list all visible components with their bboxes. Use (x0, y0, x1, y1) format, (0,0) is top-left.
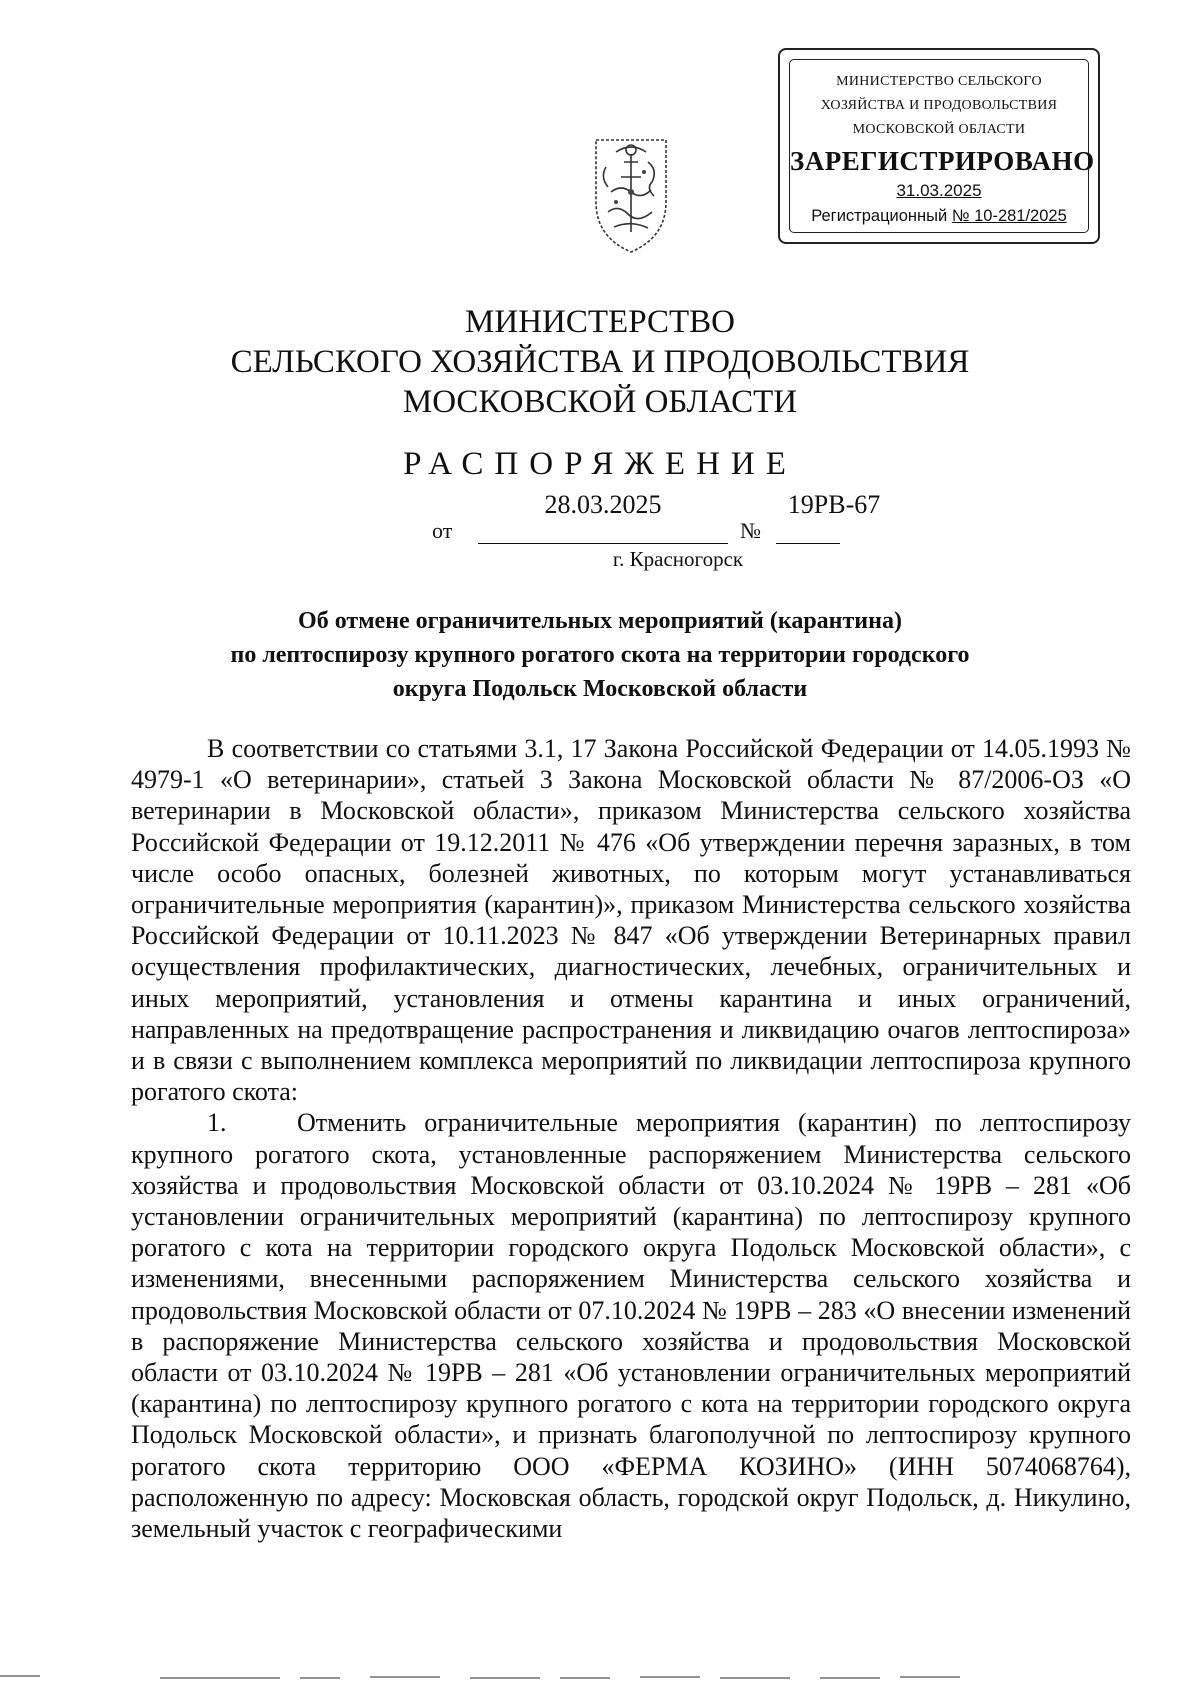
date-number-line (0, 490, 1200, 550)
stamp-org-line: МОСКОВСКОЙ ОБЛАСТИ (852, 122, 1026, 137)
item-number: 1. (207, 1108, 227, 1138)
document-body (131, 733, 1131, 1544)
document-subject (0, 604, 1200, 706)
number-underline (776, 543, 840, 544)
ministry-line: МОСКОВСКОЙ ОБЛАСТИ (402, 384, 798, 420)
from-label: от (432, 518, 453, 543)
scan-edge-artifact (0, 1668, 1200, 1682)
list-item (131, 1107, 1131, 1544)
stamp-inner-frame (789, 59, 1095, 233)
ministry-line: МИНИСТЕРСТВО (465, 304, 735, 340)
subject-line: Об отмене ограничительных мероприятий (карантина) (298, 608, 902, 634)
date-underline (478, 543, 728, 544)
number-label: № (740, 518, 761, 543)
document-number: 19РВ-67 (787, 490, 881, 519)
stamp-organization (790, 70, 1088, 142)
document-type: РАСПОРЯЖЕНИЕ (403, 446, 797, 482)
registration-stamp (778, 48, 1100, 244)
preamble-paragraph: В соответствии со статьями 3.1, 17 Закона Российской Федерации от 14.05.1993 № 4979-1 «О ветеринарии», статьей 3 Закона Московской области № 87/2006-ОЗ «О ветеринарии в Московской области», приказом Министерства сельского хозяйства Российской Федерации от 19.12.2011 № 476 «Об утверждении перечня заразных, в том числе особо опасных, болезней животных, по которым могут устанавливаться ограничительные мероприятия (карантин)», приказом Министерства сельского хозяйства Российской Федерации от 10.11.2023 № 847 «Об утверждении Ветеринарных правил осуществления профилактических, диагностических, лечебных, ограничительных и иных мероприятий, установления и отмены карантина и иных ограничений, направленных на предотвращение распространения и ликвидацию очагов лептоспироза» и в связи с выполнением комплекса мероприятий по ликвидации лептоспироза крупного рогатого скота: (131, 734, 1131, 1107)
city: г. Красногорск (612, 547, 744, 571)
coat-of-arms-icon (586, 132, 676, 257)
stamp-org-line: ХОЗЯЙСТВА И ПРОДОВОЛЬСТВИЯ (820, 98, 1058, 113)
subject-line: округа Подольск Московской области (392, 676, 808, 702)
subject-line: по лептоспирозу крупного рогатого скота на территории городского (230, 642, 970, 668)
ministry-line: СЕЛЬСКОГО ХОЗЯЙСТВА И ПРОДОВОЛЬСТВИЯ (230, 344, 970, 380)
document-date: 28.03.2025 (544, 490, 662, 519)
ministry-header (0, 302, 1200, 422)
stamp-date: 31.03.2025 (896, 181, 982, 200)
stamp-reg-label: Регистрационный (811, 207, 948, 225)
stamp-reg-value: № 10-281/2025 (951, 207, 1067, 225)
stamp-registration-number (790, 207, 1088, 226)
stamp-status: ЗАРЕГИСТРИРОВАНО (790, 146, 1095, 176)
stamp-org-line: МИНИСТЕРСТВО СЕЛЬСКОГО (836, 74, 1042, 89)
item-text: Отменить ограничительные мероприятия (карантин) по лептоспирозу крупного рогатого скота, установленные распоряжением Министерства сельского хозяйства и продовольствия Московской области от 03.10.2024 № 19РВ – 281 «Об установлении ограничительных мероприятий (карантина) по лептоспирозу крупного рогатого с кота на территории городского округа Подольск Московской области», с изменениями, внесенными распоряжением Министерства сельского хозяйства и продовольствия Московской области от 07.10.2024 № 19РВ – 283 «О внесении изменений в распоряжение Министерства сельского хозяйства и продовольствия Московской области от 03.10.2024 № 19РВ – 281 «Об установлении ограничительных мероприятий (карантина) по лептоспирозу крупного рогатого с кота на территории городского округа Подольск Московской области», и признать благополучной по лептоспирозу крупного рогатого скота территорию ООО «ФЕРМА КОЗИНО» (ИНН 5074068764), расположенную по адресу: Московская область, городской округ Подольск, д. Никулино, земельный участок с географическими (131, 1108, 1131, 1544)
